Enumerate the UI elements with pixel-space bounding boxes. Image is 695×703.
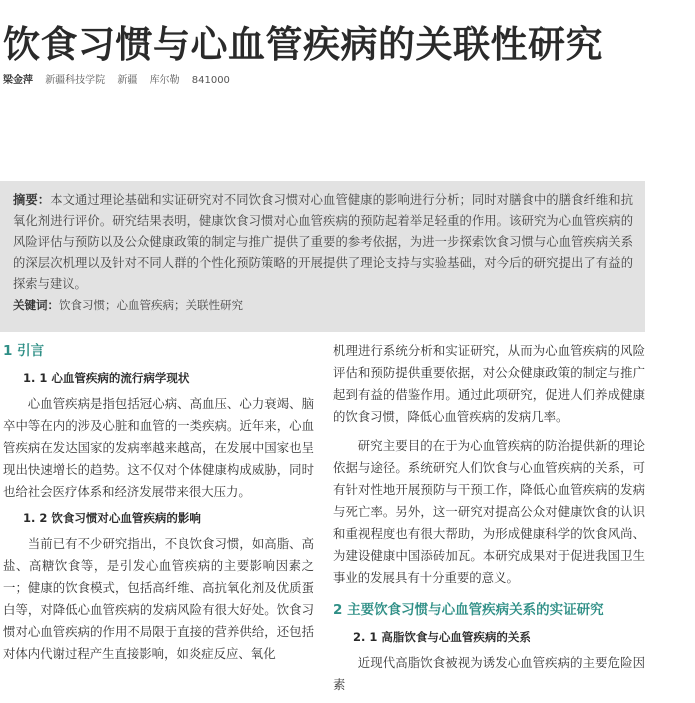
subsection-heading-epidemiology: 1. 1 心血管疾病的流行病学现状: [23, 371, 190, 385]
section-heading-empirical-study: 2 主要饮食习惯与心血管疾病关系的实证研究: [333, 602, 604, 618]
subsection-heading-high-fat-diet: 2. 1 高脂饮食与心血管疾病的关系: [353, 630, 531, 644]
abstract-text: 本文通过理论基础和实证研究对不同饮食习惯对心血管健康的影响进行分析；同时对膳食中的膳食纤维和抗氧化剂进行评价。研究结果表明，健康饮食习惯对心血管疾病的预防起着举足轻重的作用。该研究为心血管疾病的风险评估与预防以及公众健康政策的制定与推广提供了重要的参考依据，为进一步探索饮食习惯与心血管疾病关系的深层次机理以及针对不同人群的个性化预防策略的开展提供了理论支持与实验基础，对今后的研究提出了有益的探索与建议。: [13, 193, 633, 291]
section-heading-introduction: 1 引言: [3, 343, 45, 359]
author-postcode: 841000: [191, 75, 230, 86]
paragraph: 近现代高脂饮食被视为诱发心血管疾病的主要危险因素: [333, 655, 645, 692]
paragraph: 机理进行系统分析和实证研究，从而为心血管疾病的风险评估和预防提供重要依据，对公众健康政策的制定与推广起到有益的借鉴作用。通过此项研究，促进人们养成健康的饮食习惯，降低心血管疾病的发病几率。: [333, 343, 645, 424]
author-name: 梁金萍: [3, 75, 33, 86]
left-column: [3, 340, 314, 665]
subsection-heading-diet-impact: 1. 2 饮食习惯对心血管疾病的影响: [23, 511, 201, 525]
author-line: [3, 71, 239, 86]
keywords-label: 关键词：: [13, 298, 59, 312]
author-region: 新疆: [117, 75, 138, 86]
author-city: 库尔勒: [149, 75, 180, 86]
keywords: [13, 295, 633, 316]
keywords-text: 饮食习惯；心血管疾病；关联性研究: [59, 298, 243, 312]
author-affiliation: 新疆科技学院: [45, 75, 106, 86]
right-column: [333, 340, 645, 703]
abstract: [13, 190, 633, 295]
paper-title: 饮食习惯与心血管疾病的关联性研究: [3, 23, 603, 66]
abstract-label: 摘要：: [13, 193, 51, 207]
paragraph: 当前已有不少研究指出，不良饮食习惯，如高脂、高盐、高糖饮食等，是引发心血管疾病的主要影响因素之一；健康的饮食模式，包括高纤维、高抗氧化剂及优质蛋白等，对降低心血管疾病的发病风险有很大好处。饮食习惯对心血管疾病的作用不局限于直接的营养供给，还包括对体内代谢过程产生直接影响，如炎症反应、氧化: [3, 536, 314, 661]
abstract-box: [0, 181, 645, 332]
paragraph: 研究主要目的在于为心血管疾病的防治提供新的理论依据与途径。系统研究人们饮食与心血管疾病的关系，可有针对性地开展预防与干预工作，降低心血管疾病的发病与死亡率。另外，这一研究对提高公众对健康饮食的认识和重视程度也有很大帮助，为形成健康科学的饮食风尚、为建设健康中国添砖加瓦。本研究成果对于促进我国卫生事业的发展具有十分重要的意义。: [333, 438, 645, 585]
paragraph: 心血管疾病是指包括冠心病、高血压、心力衰竭、脑卒中等在内的涉及心脏和血管的一类疾病。近年来，心血管疾病在发达国家的发病率越来越高，在发展中国家也呈现出快速增长的趋势。这不仅对个体健康构成威胁，同时也给社会医疗体系和经济发展带来很大压力。: [3, 396, 314, 499]
